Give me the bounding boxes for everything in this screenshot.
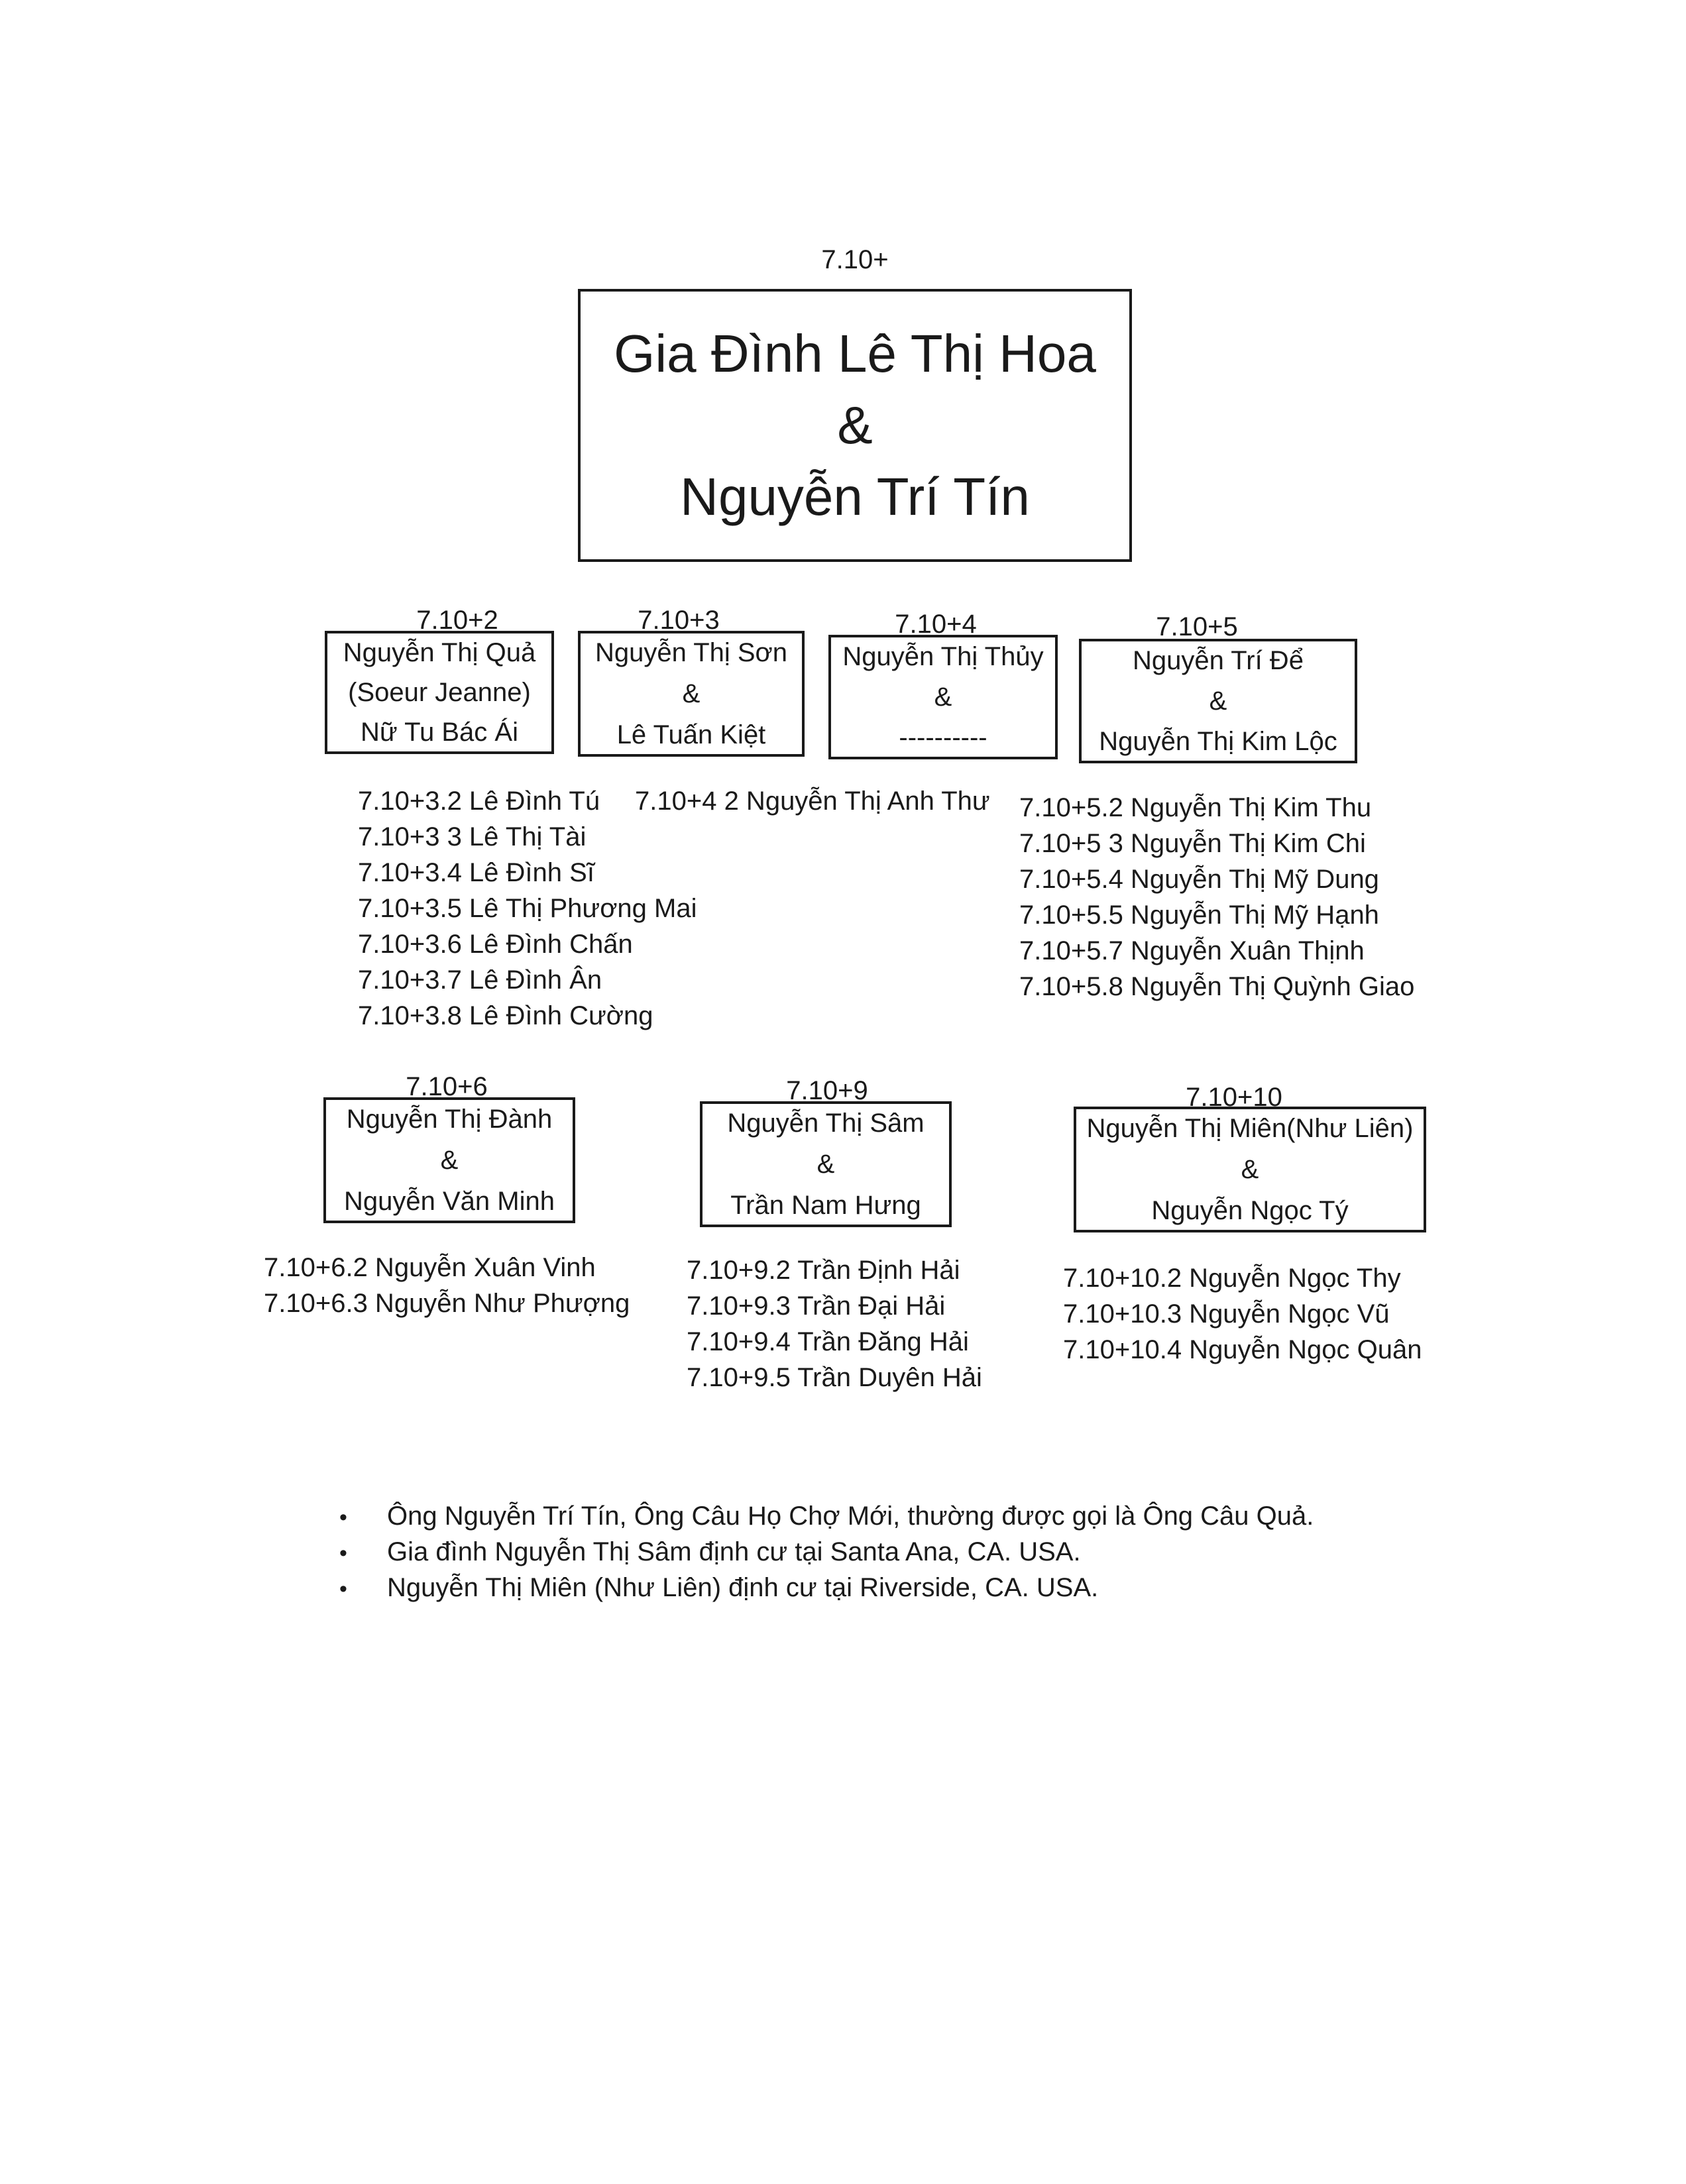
family-line: Nguyễn Trí Để — [1133, 646, 1304, 675]
child-entry: 7.10+6.3 Nguyễn Như Phượng — [264, 1289, 630, 1318]
family-line: Nguyễn Thị Sơn — [594, 638, 788, 667]
child-entry: 7.10+3.4 Lê Đình Sĩ — [358, 858, 594, 887]
children-list-7-10-6 — [264, 1250, 630, 1321]
family-box — [323, 1097, 575, 1223]
bullet-icon: • — [339, 1541, 347, 1566]
family-code: 7.10+6 — [406, 1072, 488, 1101]
family-line: Nữ Tu Bác Ái — [361, 718, 518, 747]
child-entry: 7.10+5.7 Nguyễn Xuân Thịnh — [1019, 936, 1365, 965]
family-line: & — [1241, 1155, 1259, 1184]
family-code: 7.10+2 — [416, 606, 498, 635]
child-entry: 7.10+3.6 Lê Đình Chấn — [358, 930, 633, 959]
child-entry: 7.10+9.4 Trần Đăng Hải — [687, 1327, 969, 1356]
notes-list — [339, 1499, 1314, 1606]
child-entry: 7.10+9.5 Trần Duyên Hải — [687, 1363, 982, 1392]
child-entry: 7.10+9.2 Trần Định Hải — [687, 1256, 960, 1285]
note-text: Nguyễn Thị Miên (Như Liên) định cư tại Riverside, CA. USA. — [387, 1573, 1099, 1602]
family-line: Nguyễn Thị Đành — [346, 1105, 553, 1134]
family-box — [828, 635, 1058, 759]
family-code: 7.10+5 — [1156, 612, 1238, 641]
note-item — [339, 1499, 1314, 1535]
family-code: 7.10+10 — [1186, 1083, 1282, 1112]
child-entry: 7.10+3.7 Lê Đình Ân — [358, 965, 602, 995]
family-line: Nguyễn Thị Miên(Như Liên) — [1086, 1114, 1414, 1143]
family-line: & — [816, 1150, 835, 1179]
family-line: Nguyễn Thị Quả — [343, 638, 536, 667]
family-line: & — [440, 1146, 459, 1175]
child-entry: 7.10+3 3 Lê Thị Tài — [358, 822, 587, 851]
family-line: ---------- — [899, 723, 987, 752]
child-entry: 7.10+5.8 Nguyễn Thị Quỳnh Giao — [1019, 972, 1415, 1001]
family-line: (Soeur Jeanne) — [348, 678, 531, 707]
family-code: 7.10+3 — [638, 606, 720, 635]
main-family-name-2: Nguyễn Trí Tín — [680, 467, 1030, 526]
child-entry: 7.10+10.4 Nguyễn Ngọc Quân — [1063, 1335, 1422, 1364]
family-line: Trần Nam Hưng — [730, 1191, 921, 1220]
child-entry: 7.10+3.2 Lê Đình Tú — [358, 787, 600, 816]
child-entry: 7.10+10.2 Nguyễn Ngọc Thy — [1063, 1264, 1401, 1293]
children-list-7-10-5 — [1019, 790, 1414, 1005]
children-list-7-10-9 — [687, 1252, 982, 1395]
family-line: & — [1209, 686, 1227, 716]
family-line: Nguyễn Ngọc Tý — [1151, 1196, 1349, 1225]
family-line: & — [682, 679, 701, 708]
family-box — [1079, 639, 1357, 763]
child-entry: 7.10+10.3 Nguyễn Ngọc Vũ — [1063, 1299, 1390, 1329]
child-entry: 7.10+3.8 Lê Đình Cường — [358, 1001, 653, 1030]
family-line: & — [934, 682, 952, 712]
family-box — [700, 1101, 952, 1227]
child-entry: 7.10+3.5 Lê Thị Phương Mai — [358, 894, 697, 923]
family-line: Lê Tuấn Kiệt — [616, 720, 766, 749]
family-box — [325, 631, 554, 754]
child-entry: 7.10+9.3 Trần Đại Hải — [687, 1291, 946, 1321]
family-line: Nguyễn Văn Minh — [344, 1187, 555, 1216]
child-entry: 7.10+4 2 Nguyễn Thị Anh Thư — [635, 787, 990, 816]
family-line: Nguyễn Thị Kim Lộc — [1099, 727, 1337, 756]
child-entry: 7.10+5.2 Nguyễn Thị Kim Thu — [1019, 793, 1372, 822]
note-item — [339, 1535, 1314, 1570]
child-entry: 7.10+5 3 Nguyễn Thị Kim Chi — [1019, 829, 1366, 858]
family-box — [1074, 1107, 1426, 1232]
main-family-ampersand: & — [837, 396, 873, 455]
bullet-icon: • — [339, 1576, 347, 1602]
family-code: 7.10+4 — [895, 610, 977, 639]
family-line: Nguyễn Thị Sâm — [727, 1109, 925, 1138]
note-text: Gia đình Nguyễn Thị Sâm định cư tại Santa Ana, CA. USA. — [387, 1537, 1081, 1566]
main-family-code: 7.10+ — [821, 245, 889, 274]
children-list-7-10-4 — [635, 783, 990, 819]
children-list-7-10-3 — [358, 783, 697, 1034]
family-box — [578, 631, 805, 757]
family-code: 7.10+9 — [786, 1076, 868, 1105]
family-line: Nguyễn Thị Thủy — [842, 642, 1044, 671]
child-entry: 7.10+5.5 Nguyễn Thị Mỹ Hạnh — [1019, 901, 1379, 930]
children-list-7-10-10 — [1063, 1260, 1422, 1368]
note-text: Ông Nguyễn Trí Tín, Ông Câu Họ Chợ Mới, thường được gọi là Ông Câu Quả. — [387, 1502, 1314, 1531]
main-family-name-1: Gia Đình Lê Thị Hoa — [614, 324, 1096, 383]
note-item — [339, 1570, 1314, 1606]
child-entry: 7.10+5.4 Nguyễn Thị Mỹ Dung — [1019, 865, 1379, 894]
main-family-box — [578, 289, 1132, 562]
bullet-icon: • — [339, 1505, 347, 1530]
child-entry: 7.10+6.2 Nguyễn Xuân Vinh — [264, 1253, 596, 1282]
